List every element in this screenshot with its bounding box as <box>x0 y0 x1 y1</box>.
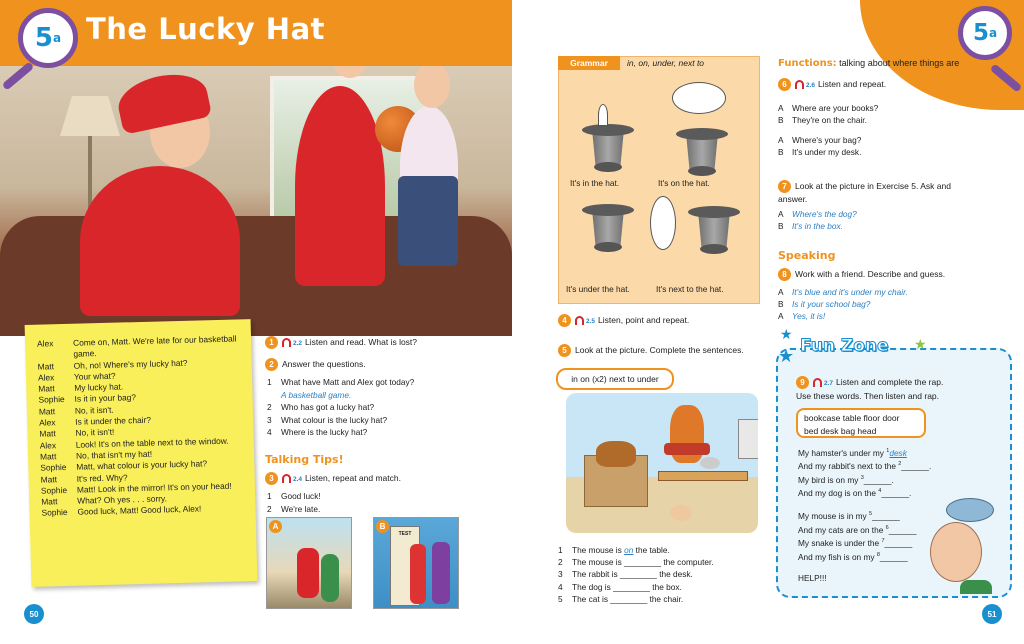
caption-under: It's under the hat. <box>566 284 630 294</box>
hat-in-icon <box>588 124 628 170</box>
rabbit-icon <box>650 196 676 250</box>
caption-in: It's in the hat. <box>570 178 620 188</box>
headphones-icon[interactable] <box>795 80 804 89</box>
speaker-name: Matt <box>39 428 56 440</box>
rap-line[interactable]: My snake is under the $^7$______ <box>798 537 913 548</box>
speaker-name: Sophie <box>40 462 67 473</box>
exercise-8-dialogue: A It's blue and it's under my chair. B Is it your school bag? A Yes, it is! <box>778 287 908 321</box>
dialogue-text: Is it under the chair? <box>75 414 152 427</box>
functions-heading: Functions: talking about where things are <box>778 58 960 69</box>
page-title: The Lucky Hat <box>86 12 325 46</box>
dialogue-text: Good luck, Matt! Good luck, Alex! <box>77 503 202 518</box>
exercise-4: 4 2.5 Listen, point and repeat. <box>558 314 689 327</box>
room-scene <box>566 393 758 533</box>
fun-zone-title: Fun Zone <box>800 336 889 356</box>
dialogue-text: Look! It's on the table next to the window. <box>75 435 229 450</box>
exercise-2-questions <box>267 376 507 439</box>
hat-under-icon <box>588 204 628 250</box>
exercise-3: 3 2.4 Listen, repeat and match. <box>265 472 401 485</box>
dialogue-text: Oh, no! Where's my lucky hat? <box>73 357 188 371</box>
exercise-5: 5 Look at the picture. Complete the sentences. <box>558 344 744 357</box>
tip-item: 1 Good luck! <box>267 491 321 501</box>
dialogue-text: It's red. Why? <box>76 471 128 484</box>
rap-line[interactable]: My mouse is in my $^5$______ <box>798 511 900 522</box>
speaker-name: Matt <box>37 360 55 372</box>
exercise-9: 9 2.7 Listen and complete the rap. Use these words. Then listen and rap. <box>796 377 944 401</box>
matt-figure <box>80 166 240 316</box>
speaker-name: Matt <box>38 383 55 394</box>
rabbit-icon <box>672 82 726 114</box>
speaker-name: Sophie <box>41 507 68 519</box>
question-item: 4 Where is the lucky hat? <box>267 427 368 437</box>
dialogue-text: Come on, Matt. We're late for our basketball game. <box>72 333 237 360</box>
exercise-7-dialogue: A Where's the dog? B It's in the box. <box>778 209 857 231</box>
computer-icon <box>738 419 758 459</box>
question-item: 3 What colour is the lucky hat? <box>267 414 388 425</box>
exercise-6: 6 2.6 Listen and repeat. <box>778 78 886 91</box>
picture-a: A <box>266 517 352 609</box>
dialogue-text: Matt, what colour is your lucky hat? <box>76 458 208 472</box>
rap-line: My hamster's under my $^1$desk <box>798 447 907 458</box>
exercise-6-dialogue: A Where are your books? B They're on the chair. A Where's your bag? B It's under my desk. <box>778 103 879 157</box>
rap-word-bank: bookcase table floor door bed desk bag head <box>796 408 926 438</box>
unit-badge-right: 5 a <box>958 6 1012 60</box>
grammar-subtitle: in, on, under, next to <box>627 58 705 68</box>
star-icon: ★ <box>778 346 795 366</box>
exercise-5-sentences <box>558 544 714 605</box>
page-number-right: 51 <box>982 604 1002 624</box>
speaker-name: Matt <box>40 473 58 485</box>
hat-next-to-icon <box>694 206 734 252</box>
dialogue-text: What? Oh yes . . . sorry. <box>77 493 168 506</box>
picture-b: B TEST <box>373 517 459 609</box>
speaker-name: Alex <box>39 417 56 428</box>
speaker-name: Sophie <box>38 394 65 406</box>
chair-icon <box>664 443 710 455</box>
lamp-icon <box>60 96 120 136</box>
hat-on-icon <box>682 128 722 174</box>
rabbit-ears-icon <box>598 104 608 126</box>
fish-icon <box>946 498 994 522</box>
dialogue-text: My lucky hat. <box>74 381 124 393</box>
sentence-item: 1 The mouse is on the table. <box>558 545 670 555</box>
dog-icon <box>596 441 636 467</box>
headphones-icon[interactable] <box>575 316 584 325</box>
speaker-name: Sophie <box>40 484 68 496</box>
caption-next-to: It's next to the hat. <box>656 284 724 294</box>
dialogue-text: No, that isn't my hat! <box>75 448 153 461</box>
star-icon: ★ <box>780 326 793 342</box>
question-item: 1 What have Matt and Alex got today? <box>267 377 415 387</box>
sentence-item[interactable]: 5 The cat is ________ the chair. <box>558 593 684 604</box>
help-text: HELP!!! <box>798 572 827 583</box>
alex-figure <box>295 86 385 286</box>
question-item: 2 Who has got a lucky hat? <box>267 402 375 412</box>
rap-line[interactable]: My bird is on my $^3$______. <box>798 474 894 485</box>
dialogue-text: Your what? <box>73 370 116 382</box>
rabbit-icon <box>670 505 692 521</box>
headphones-icon[interactable] <box>282 338 291 347</box>
sentence-item[interactable]: 3 The rabbit is ________ the desk. <box>558 569 693 580</box>
desk-icon <box>658 471 748 481</box>
star-icon: ★ <box>914 336 927 352</box>
rap-line[interactable]: And my fish is on my $^8$______ <box>798 551 908 562</box>
speaker-name: Matt <box>38 406 56 417</box>
exercise-7: 7 Look at the picture in Exercise 5. Ask and answer. <box>778 181 951 205</box>
dialogue-text: Matt! Look in the mirror! It's on your head! <box>76 480 232 495</box>
speaker-name: Alex <box>39 439 57 451</box>
answer-example: A basketball game. <box>281 389 352 400</box>
rap-lines <box>798 446 931 584</box>
speaker-name: Alex <box>37 372 55 383</box>
grammar-tag: Grammar <box>558 56 620 70</box>
speaker-name: Matt <box>39 451 57 462</box>
dialogue-text: No, it isn't! <box>75 427 115 439</box>
boy-head-icon <box>930 522 982 582</box>
page-number-left: 50 <box>24 604 44 624</box>
dialogue-card <box>25 319 258 587</box>
story-photo <box>0 66 512 336</box>
word-bank: in on (x2) next to under <box>556 368 674 390</box>
speaker-name: Matt <box>41 496 58 507</box>
caption-on: It's on the hat. <box>658 178 710 188</box>
speaker-name: Alex <box>36 338 54 349</box>
rap-line[interactable]: And my dog is on the $^4$______. <box>798 487 912 498</box>
speaking-heading: Speaking <box>778 249 836 262</box>
headphones-icon[interactable] <box>813 378 822 387</box>
sentence-item[interactable]: 2 The mouse is ________ the computer. <box>558 557 714 568</box>
rap-line[interactable]: And my cats are on the $^6$______ <box>798 524 917 535</box>
tip-item: 2 We're late. <box>267 503 321 514</box>
talking-tips-heading: Talking Tips! <box>265 453 344 466</box>
sentence-item[interactable]: 4 The dog is ________ the box. <box>558 581 682 592</box>
exercise-2: 2 Answer the questions. <box>265 358 366 371</box>
rap-line[interactable]: And my rabbit's next to the $^2$______. <box>798 461 932 472</box>
dialogue-text: Is it in your bag? <box>74 392 137 405</box>
exercise-8: 8 Work with a friend. Describe and guess. <box>778 268 945 281</box>
exercise-1: 1 2.2 Listen and read. What is lost? <box>265 336 417 349</box>
exercise-3-items <box>267 490 321 515</box>
headphones-icon[interactable] <box>282 474 291 483</box>
mouse-icon <box>700 457 720 469</box>
dialogue-text: No, it isn't. <box>74 404 114 416</box>
test-door: TEST <box>390 526 420 606</box>
unit-badge: 5 a <box>18 8 78 68</box>
